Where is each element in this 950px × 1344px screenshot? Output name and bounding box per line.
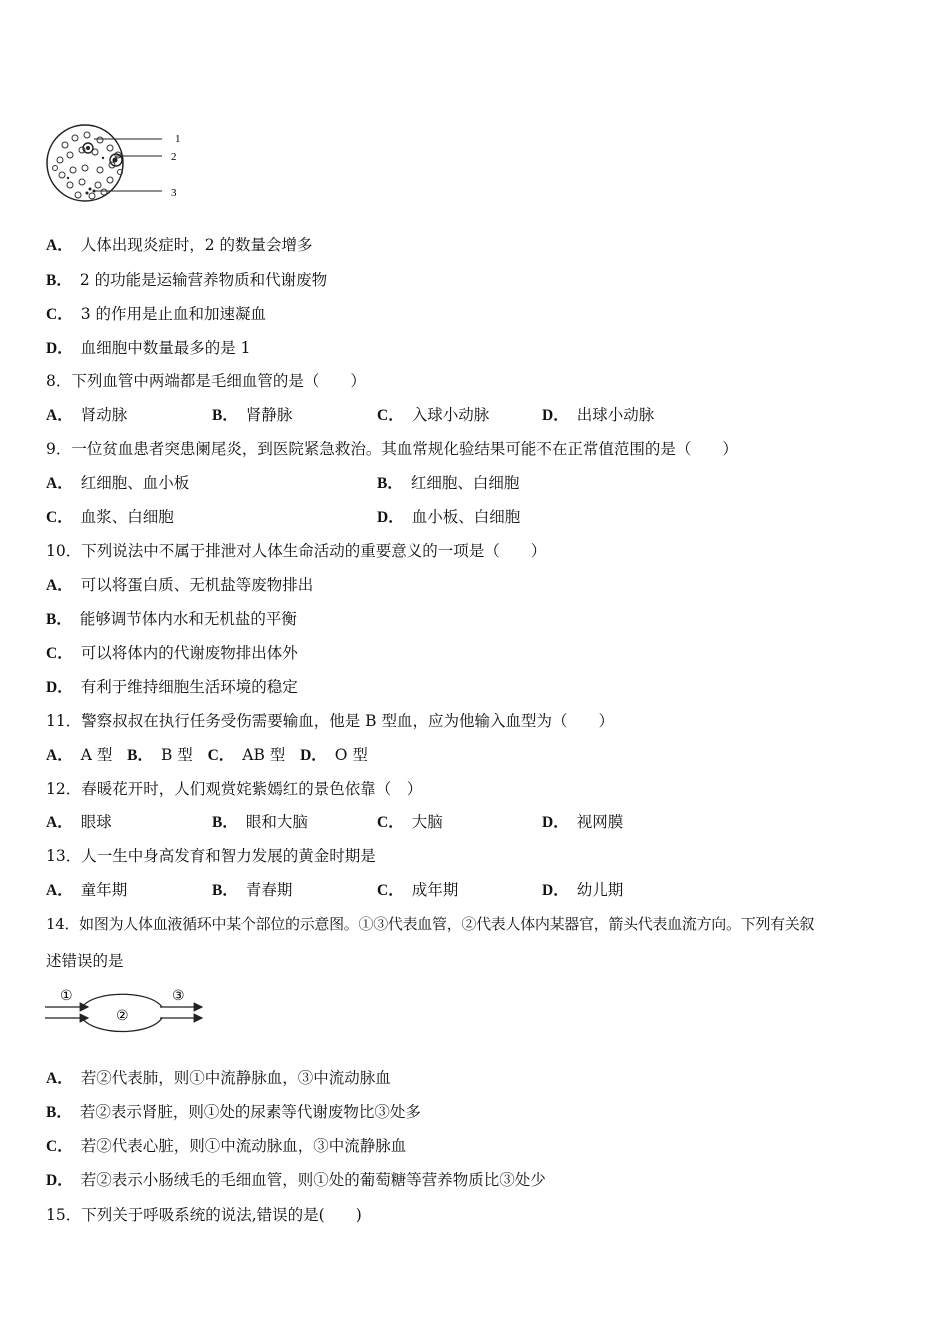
q11-option-c: C． AB 型 xyxy=(207,746,286,764)
q9-option-c: C． 血浆、白细胞 xyxy=(46,508,174,526)
q9-stem: 9．一位贫血患者突患阑尾炎，到医院紧急救治。其血常规化验结果可能不在正常值范围的是（ ） xyxy=(46,440,738,458)
q14-option-d: D． 若②表示小肠绒毛的毛细血管，则①处的葡萄糖等营养物质比③处少 xyxy=(46,1171,546,1189)
circulation-diagram xyxy=(40,980,210,1050)
q10-stem: 10．下列说法中不属于排泄对人体生命活动的重要意义的一项是（ ） xyxy=(46,542,547,560)
q12-option-b: B． 眼和大脑 xyxy=(212,813,308,831)
q8-option-d: D． 出球小动脉 xyxy=(542,406,655,424)
diagram-label-1: ① xyxy=(60,988,73,1004)
q14-option-c: C． 若②代表心脏，则①中流动脉血，③中流静脉血 xyxy=(46,1137,407,1155)
q14-option-a: A． 若②代表肺，则①中流静脉血，③中流动脉血 xyxy=(46,1069,391,1087)
q13-option-c: C． 成年期 xyxy=(377,881,459,899)
q8-option-b: B． 肾静脉 xyxy=(212,406,293,424)
figure1-label-2: 2 xyxy=(171,151,177,163)
q11-option-b: B． B 型 xyxy=(127,746,193,764)
q7-option-c: C． 3 的作用是止血和加速凝血 xyxy=(46,305,266,323)
q11-stem: 11．警察叔叔在执行任务受伤需要输血，他是 B 型血，应为他输入血型为（ ） xyxy=(46,712,614,730)
diagram-label-3: ③ xyxy=(172,988,185,1004)
q10-option-d: D． 有利于维持细胞生活环境的稳定 xyxy=(46,678,298,696)
q8-option-c: C． 入球小动脉 xyxy=(377,406,490,424)
q7-option-d: D． 血细胞中数量最多的是 1 xyxy=(46,339,251,357)
q11-options xyxy=(46,745,368,766)
q13-option-a: A． 童年期 xyxy=(46,881,128,899)
q12-stem: 12．春暖花开时，人们观赏姹紫嫣红的景色依靠（ ） xyxy=(46,780,423,798)
figure1-label-1: 1 xyxy=(175,133,181,145)
q14-option-b: B． 若②表示肾脏，则①处的尿素等代谢废物比③处多 xyxy=(46,1103,421,1121)
q8-stem: 8．下列血管中两端都是毛细血管的是（ ） xyxy=(46,372,366,390)
q10-option-b: B． 能够调节体内水和无机盐的平衡 xyxy=(46,610,297,628)
q8-option-a: A． 肾动脉 xyxy=(46,406,128,424)
q10-option-a: A． 可以将蛋白质、无机盐等废物排出 xyxy=(46,576,314,594)
q15-stem: 15．下列关于呼吸系统的说法,错误的是( ) xyxy=(46,1206,362,1224)
q9-option-a: A． 红细胞、血小板 xyxy=(46,474,190,492)
q10-option-c: C． 可以将体内的代谢废物排出体外 xyxy=(46,644,298,662)
figure1-label-3: 3 xyxy=(171,187,177,199)
diagram-label-2: ② xyxy=(116,1008,129,1024)
blood-smear-figure xyxy=(40,110,200,220)
q13-option-b: B． 青春期 xyxy=(212,881,293,899)
q14-stem-line1: 14．如图为人体血液循环中某个部位的示意图。①③代表血管，②代表人体内某器官，箭头代表血流方向。下列有关叙 xyxy=(46,915,815,933)
q7-option-b: B． 2 的功能是运输营养物质和代谢废物 xyxy=(46,271,328,289)
q7-option-a: A． 人体出现炎症时，2 的数量会增多 xyxy=(46,236,313,254)
q12-option-a: A． 眼球 xyxy=(46,813,112,831)
q11-option-a: A． A 型 xyxy=(46,746,113,764)
q13-stem: 13．人一生中身高发育和智力发展的黄金时期是 xyxy=(46,847,376,865)
q12-option-c: C． 大脑 xyxy=(377,813,443,831)
q11-option-d: D． O 型 xyxy=(300,746,368,764)
q9-option-b: B． 红细胞、白细胞 xyxy=(377,474,520,492)
q14-stem-line2: 述错误的是 xyxy=(46,952,124,970)
q12-option-d: D． 视网膜 xyxy=(542,813,624,831)
q9-option-d: D． 血小板、白细胞 xyxy=(377,508,521,526)
q13-option-d: D． 幼儿期 xyxy=(542,881,624,899)
